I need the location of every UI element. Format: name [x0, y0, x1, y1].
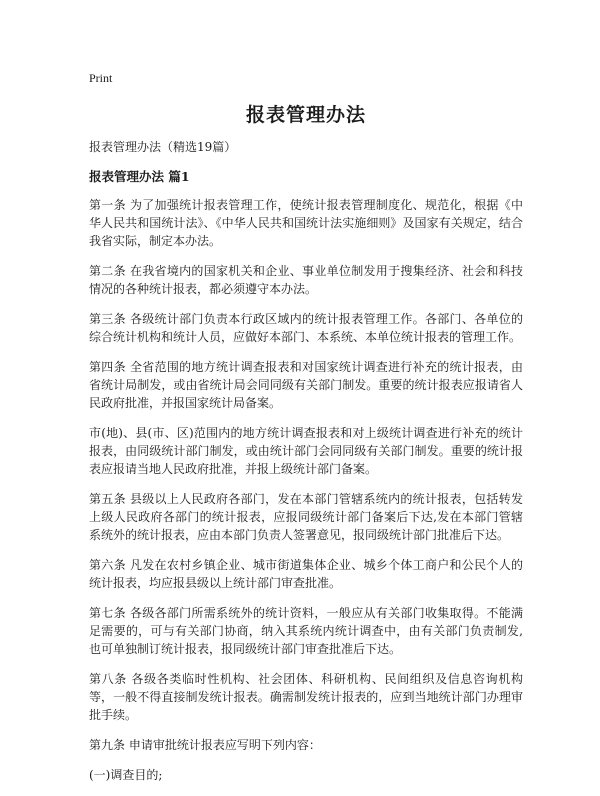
print-label[interactable]: Print: [89, 71, 113, 85]
paragraph-article-3: 第三条 各级统计部门负责本行政区域内的统计报表管理工作。各部门、各单位的综合统计机构和统计人员，应做好本部门、本系统、本单位统计报表的管理工作。: [89, 312, 523, 344]
paragraph-article-6: 第六条 凡发在农村乡镇企业、城市街道集体企业、城乡个体工商户和公民个人的统计报表，均应报县级以上统计部门审查批准。: [89, 558, 523, 590]
paragraph-item-1: (一)调查目的;: [89, 768, 163, 782]
document-page: [89, 70, 523, 796]
paragraph-article-2: 第二条 在我省境内的国家机关和企业、事业单位制发用于搜集经济、社会和科技情况的各种统计报表，都必须遵守本办法。: [89, 264, 523, 296]
paragraph-article-4: 第四条 全省范围的地方统计调查报表和对国家统计调查进行补充的统计报表，由省统计局制发，或由省统计局会同同级有关部门制发。重要的统计报表应报请省人民政府批准，并报国家统计局备案。: [89, 360, 523, 410]
document-subtitle: 报表管理办法（精选19篇）: [89, 140, 237, 154]
document-title: 报表管理办法: [245, 104, 366, 126]
paragraph-article-7: 第七条 各级各部门所需系统外的统计资料，一般应从有关部门收集取得。不能满足需要的，可与有关部门协商，纳入其系统内统计调查中，由有关部门负责制发,也可单独制订统计报表，报同级统计部门审查批准后下达。: [89, 606, 523, 656]
section-heading: 报表管理办法 篇1: [89, 169, 190, 184]
paragraph-article-4-continued: 市(地)、县(市、区)范围内的地方统计调查报表和对上级统计调查进行补充的统计报表，由同级统计部门制发，或由统计部门会同同级有关部门制发。重要的统计报表应报请当地人民政府批准，并报上级统计部门备案。: [89, 426, 523, 476]
paragraph-article-8: 第八条 各级各类临时性机构、社会团体、科研机构、民间组织及信息咨询机构等，一般不得直接制发统计报表。确需制发统计报表的，应到当地统计部门办理审批手续。: [89, 672, 523, 722]
paragraph-article-5: 第五条 县级以上人民政府各部门，发在本部门管辖系统内的统计报表，包括转发上级人民政府各部门的统计报表，应报同级统计部门备案后下达,发在本部门管辖系统外的统计报表，应由本部门负责人签署意见，报同级统计部门批准后下达。: [89, 492, 523, 542]
paragraph-article-1: 第一条 为了加强统计报表管理工作，使统计报表管理制度化、规范化，根据《中华人民共和国统计法》、《中华人民共和国统计法实施细则》及国家有关规定，结合我省实际，制定本办法。: [89, 198, 523, 248]
paragraph-article-9: 第九条 申请审批统计报表应写明下列内容：: [89, 738, 321, 752]
